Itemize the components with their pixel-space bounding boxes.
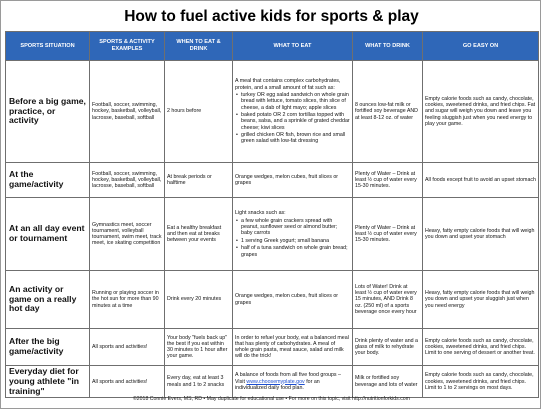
table-row xyxy=(6,329,539,366)
what-drink-cell: Lots of Water! Drink at least ½ cup of water every 15 minutes, AND Drink 8 oz. (250 ml) of a sports beverage once every hour xyxy=(353,271,423,329)
activity-cell: Running or playing soccer in the hot sun for more than 90 minutes at a time xyxy=(90,271,165,329)
when-cell: Drink every 20 minutes xyxy=(165,271,233,329)
what-eat-cell: Orange wedges, melon cubes, fruit slices or grapes xyxy=(233,271,353,329)
header-activity: SPORTS & ACTIVITY EXAMPLES xyxy=(90,32,165,61)
eat-list xyxy=(235,92,350,144)
eat-list xyxy=(235,218,350,258)
choosemyplate-link[interactable]: www.choosemyplate.gov xyxy=(246,378,305,385)
activity-cell: All sports and activities! xyxy=(90,366,165,398)
list-item: • turkey OR egg salad sandwich on whole grain bread with lettuce, tomato slices, thin slice of cheese, a dab of light mayo; apple slices xyxy=(235,92,350,111)
eat-outro: for an individualized daily food plan. xyxy=(235,378,320,391)
what-drink-cell: Milk or fortified soy beverage and lots of water xyxy=(353,366,423,398)
what-eat-cell xyxy=(233,198,353,271)
go-easy-cell: All foods except fruit to avoid an upset stomach xyxy=(423,163,539,198)
go-easy-cell: Empty calorie foods such as candy, chocolate, cookies, sweetened drinks, and fried chips. Limit to 1 to 2 servings on most days. xyxy=(423,366,539,398)
table-row xyxy=(6,198,539,271)
situation-cell: Before a big game, practice, or activity xyxy=(6,61,90,163)
activity-cell: Football, soccer, swimming, hockey, basketball, volleyball, lacrosse, baseball, softball xyxy=(90,163,165,198)
list-item: • a few whole grain crackers spread with peanut, sunflower seed or almond butter; baby carrots xyxy=(235,218,350,237)
what-eat-cell: In order to refuel your body, eat a balanced meal that has plenty of carbohydrates. A meal of whole grain pasta, meat sauce, salad and milk will do the trick! xyxy=(233,329,353,366)
header-go-easy: GO EASY ON xyxy=(423,32,539,61)
table-row xyxy=(6,163,539,198)
what-eat-cell: Orange wedges, melon cubes, fruit slices or grapes xyxy=(233,163,353,198)
header-situation: SPORTS SITUATION xyxy=(6,32,90,61)
when-cell: Eat a healthy breakfast and then eat at breaks between your events xyxy=(165,198,233,271)
go-easy-cell: Heavy, fatty empty calorie foods that will weigh you down and upset your sluggish just when you need energy xyxy=(423,271,539,329)
eat-intro: Light snacks such as: xyxy=(235,210,286,217)
activity-cell: Football, soccer, swimming, hockey, basketball, volleyball, lacrosse, baseball, softball xyxy=(90,61,165,163)
footer-credit: ©2018 Connie Evers, MS, RD • May duplicate for educational use • For more on this topic, visit http://nutritionforkids.com xyxy=(132,396,411,402)
table-row xyxy=(6,271,539,329)
eat-intro: A meal that contains complex carbohydrates, protein, and a small amount of fat such as: xyxy=(235,78,341,91)
list-item: • half of a tuna sandwich on whole grain bread; grapes xyxy=(235,245,350,257)
what-drink-cell: Plenty of Water – Drink at least ½ cup of water every 15-30 minutes. xyxy=(353,198,423,271)
when-cell: Every day, eat at least 3 meals and 1 to 2 snacks xyxy=(165,366,233,398)
header-what-drink: WHAT TO DRINK xyxy=(353,32,423,61)
header-when: WHEN TO EAT & DRINK xyxy=(165,32,233,61)
situation-cell: An activity or game on a really hot day xyxy=(6,271,90,329)
list-item: • grilled chicken OR fish, brown rice and small green salad with low-fat dressing xyxy=(235,132,350,144)
header-what-eat: WHAT TO EAT xyxy=(233,32,353,61)
what-drink-cell: 8 ounces low-fat milk or fortified soy beverage AND at least 8-12 oz. of water xyxy=(353,61,423,163)
situation-cell: Everyday diet for young athlete "in training" xyxy=(6,366,90,398)
go-easy-cell: Empty calorie foods such as candy, chocolate, cookies, sweetened drinks, and fried chips. Fat and sugar will weigh you down and leave you feeling sluggish just when you need energy to play your game. xyxy=(423,61,539,163)
activity-cell: All sports and activities! xyxy=(90,329,165,366)
page-title: How to fuel active kids for sports & play xyxy=(124,8,419,25)
situation-cell: At an all day event or tournament xyxy=(6,198,90,271)
go-easy-cell: Empty calorie foods such as candy, chocolate, cookies, sweetened drinks, and fried chips. Limit to one serving of dessert or another treat. xyxy=(423,329,539,366)
what-eat-cell xyxy=(233,61,353,163)
list-item: • 1 serving Greek yogurt; small banana xyxy=(235,238,350,244)
situation-cell: At the game/activity xyxy=(6,163,90,198)
when-cell: At break periods or halftime xyxy=(165,163,233,198)
activity-cell: Gymnastics meet, soccer tournament, volleyball tournament, swim meet, track meet, ice skating competition xyxy=(90,198,165,271)
when-cell: Your body "fuels back up" the best if you eat within 30 minutes to 1 hour after your game. xyxy=(165,329,233,366)
what-drink-cell: Drink plenty of water and a glass of milk to rehydrate your body. xyxy=(353,329,423,366)
situation-cell: After the big game/activity xyxy=(6,329,90,366)
table-header-row xyxy=(6,32,539,61)
when-cell: 2 hours before xyxy=(165,61,233,163)
eat-intro: A balance of foods from all five food groups – Visit xyxy=(235,372,342,385)
list-item: • baked potato OR 2 corn tortillas topped with beans, salsa, and a sprinkle of grated cheddar cheese; kiwi slices xyxy=(235,112,350,131)
fuel-table xyxy=(5,31,539,398)
what-drink-cell: Plenty of Water – Drink at least ½ cup of water every 15-30 minutes. xyxy=(353,163,423,198)
table-row xyxy=(6,61,539,163)
go-easy-cell: Heavy, fatty empty calorie foods that will weigh you down and upset your stomach xyxy=(423,198,539,271)
